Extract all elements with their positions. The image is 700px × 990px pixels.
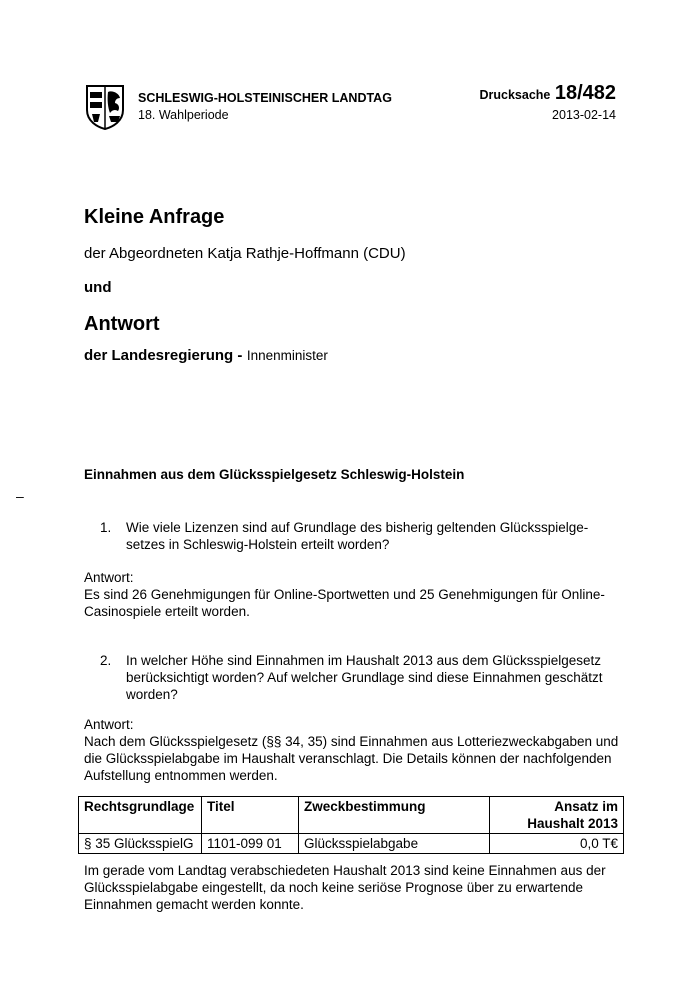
answer-2-text: Nach dem Glücksspielgesetz (§§ 34, 35) sind Einnahmen aus Lotteriezweckabgaben und die Glücksspielabgabe im Haushalt veranschlagt. Die Details können der nachfolgenden Aufstellung entnommen werden.	[84, 734, 619, 783]
cell-zweckbestimmung: Glücksspielabgabe	[299, 834, 490, 854]
landesregierung-label: der Landesregierung -	[84, 347, 243, 364]
election-period: 18. Wahlperiode	[138, 108, 229, 122]
cell-ansatz: 0,0 T€	[490, 834, 624, 854]
closing-paragraph: Im gerade vom Landtag verabschiedeten Haushalt 2013 sind keine Einnahmen aus der Glücksspielabgabe eingestellt, da noch keine seriöse Prognose über zu erwartende Einnahmen gemacht werden konnte.	[84, 863, 606, 912]
question-1	[100, 519, 620, 553]
subject-heading: Einnahmen aus dem Glücksspielgesetz Schleswig-Holstein	[84, 467, 465, 482]
title-antwort: Antwort	[84, 313, 160, 335]
drucksache-number: 18/482	[554, 82, 616, 104]
budget-table	[78, 796, 624, 854]
question-number: 2.	[100, 653, 112, 668]
title-und: und	[84, 279, 112, 296]
title-kleine-anfrage: Kleine Anfrage	[84, 206, 225, 228]
cell-rechtsgrundlage: § 35 GlücksspielG	[79, 834, 202, 854]
document-date: 2013-02-14	[552, 108, 616, 122]
document-number	[480, 82, 617, 105]
drucksache-label: Drucksache	[479, 88, 551, 102]
col-titel: Titel	[202, 797, 299, 834]
coat-of-arms-icon	[85, 84, 125, 130]
col-rechtsgrundlage: Rechtsgrundlage	[79, 797, 202, 834]
author-line: der Abgeordneten Katja Rathje-Hoffmann (CDU)	[84, 245, 406, 262]
table-header-row	[79, 797, 624, 834]
responder-line	[84, 347, 328, 365]
ministry-label: Innenminister	[246, 348, 328, 363]
question-2	[100, 652, 620, 703]
question-text: In welcher Höhe sind Einnahmen im Haushalt 2013 aus dem Glücksspielgesetz berücksichtigt worden? Auf welcher Grundlage sind diese Einnahmen geschätzt worden?	[126, 653, 603, 702]
margin-dash: –	[16, 488, 24, 504]
answer-1-text: Es sind 26 Genehmigungen für Online-Sportwetten und 25 Genehmigungen für Online-Casinospiele erteilt worden.	[84, 587, 605, 619]
cell-titel: 1101-099 01	[202, 834, 299, 854]
answer-1-label: Antwort:	[84, 570, 134, 585]
col-zweckbestimmung: Zweckbestimmung	[299, 797, 490, 834]
col-ansatz: Ansatz im Haushalt 2013	[490, 797, 624, 834]
question-number: 1.	[100, 520, 112, 535]
question-text: Wie viele Lizenzen sind auf Grundlage des bisherig geltenden Glücksspielgesetzes in Schleswig-Holstein erteilt worden?	[126, 520, 589, 552]
answer-2-label: Antwort:	[84, 717, 134, 732]
table-row	[79, 834, 624, 854]
organization-name: SCHLESWIG-HOLSTEINISCHER LANDTAG	[138, 91, 392, 105]
